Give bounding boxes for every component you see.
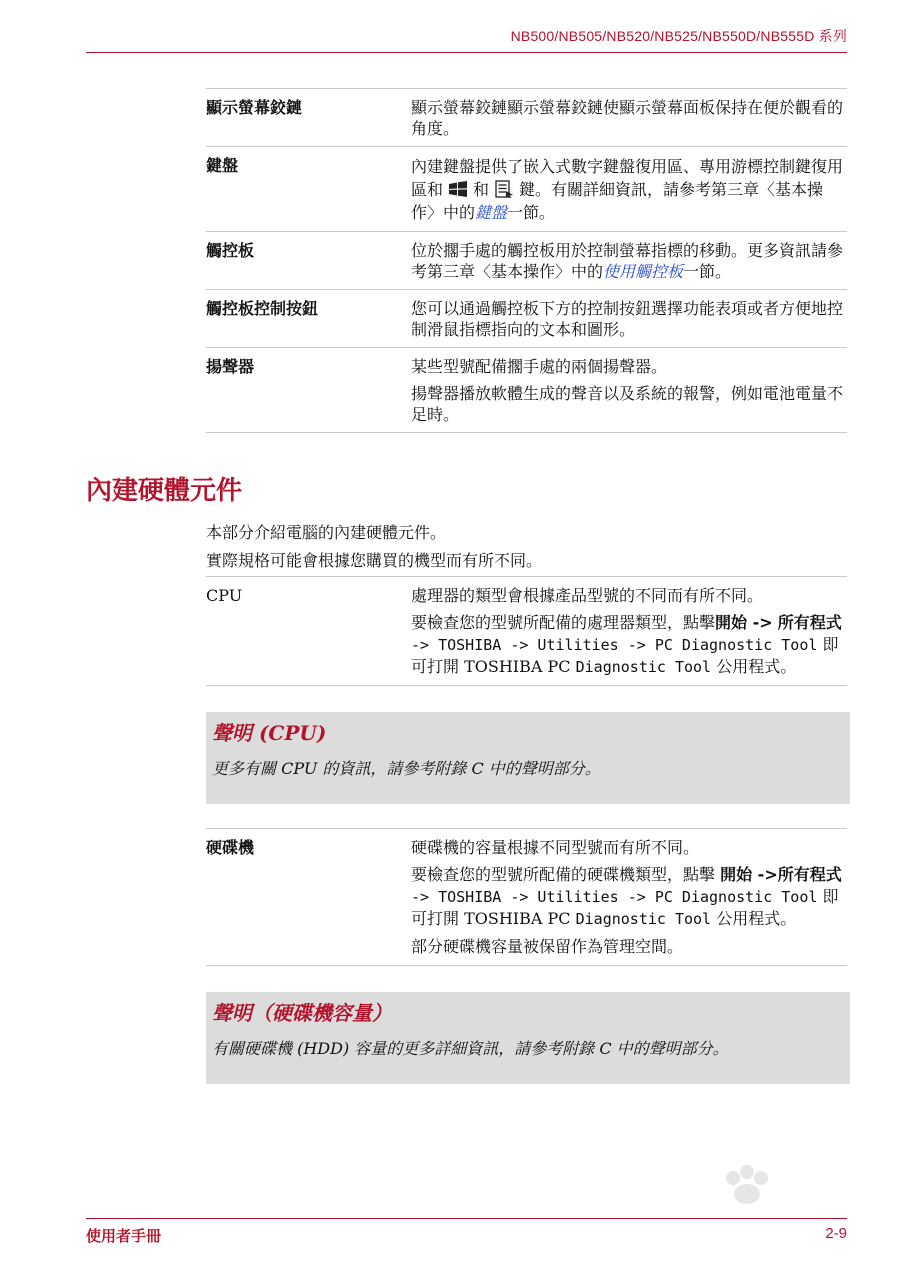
term-touchpad-buttons: 觸控板控制按鈕 bbox=[206, 299, 319, 318]
application-key-icon bbox=[493, 180, 515, 198]
note-cpu-title: 聲明 (CPU) bbox=[212, 721, 327, 745]
feature-table bbox=[206, 88, 847, 433]
windows-key-icon bbox=[447, 180, 469, 198]
table-row bbox=[206, 828, 847, 966]
section-intro-2: 實際規格可能會根據您購買的機型而有所不同。 bbox=[206, 551, 543, 570]
hdd-table bbox=[206, 828, 847, 966]
table-row bbox=[206, 289, 847, 347]
desc-hdd: 硬碟機的容量根據不同型號而有所不同。 要檢查您的型號所配備的硬碟機類型，點擊 開始 ->所有程式 -> TOSHIBA -> Utilities -> PC Diagnostic Tool 即可打開 TOSHIBA PC Diagnostic Tool 公用程式。 部分硬碟機容量被保留作為管理空間。 bbox=[411, 838, 842, 956]
footer-manual-title: 使用者手冊 bbox=[86, 1228, 162, 1245]
note-hdd-title: 聲明（硬碟機容量） bbox=[212, 1001, 392, 1025]
term-hdd: 硬碟機 bbox=[206, 838, 255, 857]
section-intro-1: 本部分介紹電腦的內建硬體元件。 bbox=[206, 523, 447, 542]
term-display-hinge: 顯示螢幕鉸鏈 bbox=[206, 98, 303, 117]
desc-touchpad-buttons: 您可以通過觸控板下方的控制按鈕選擇功能表項或者方便地控制滑鼠指標指向的文本和圖形。 bbox=[411, 299, 844, 339]
term-keyboard: 鍵盤 bbox=[206, 156, 239, 175]
note-cpu-body: 更多有關 CPU 的資訊，請參考附錄 C 中的聲明部分。 bbox=[212, 759, 601, 778]
term-touchpad: 觸控板 bbox=[206, 241, 255, 260]
desc-cpu: 處理器的類型會根據產品型號的不同而有所不同。 要檢查您的型號所配備的處理器類型，點擊開始 -> 所有程式 -> TOSHIBA -> Utilities -> PC Diagnostic Tool 即可打開 TOSHIBA PC Diagnostic Tool 公用程式。 bbox=[411, 586, 842, 676]
term-cpu: CPU bbox=[206, 586, 243, 605]
footer-page-number: 2-9 bbox=[825, 1225, 847, 1242]
table-row bbox=[206, 231, 847, 289]
link-use-touchpad[interactable]: 使用觸控板 bbox=[603, 262, 684, 281]
footer-rule bbox=[86, 1218, 847, 1219]
table-row bbox=[206, 347, 847, 433]
note-cpu bbox=[206, 712, 850, 804]
table-row bbox=[206, 576, 847, 686]
desc-display-hinge: 顯示螢幕鉸鏈顯示螢幕鉸鏈使顯示螢幕面板保持在便於觀看的角度。 bbox=[411, 98, 844, 138]
link-keyboard[interactable]: 鍵盤 bbox=[475, 203, 508, 222]
desc-speakers: 某些型號配備擱手處的兩個揚聲器。 揚聲器播放軟體生成的聲音以及系統的報警，例如電池電量不足時。 bbox=[411, 357, 844, 424]
note-hdd-body: 有關硬碟機 (HDD) 容量的更多詳細資訊，請參考附錄 C 中的聲明部分。 bbox=[212, 1039, 729, 1058]
page-header-title: NB500/NB505/NB520/NB525/NB550D/NB555D 系列 bbox=[510, 28, 847, 44]
desc-keyboard: 內建鍵盤提供了嵌入式數字鍵盤復用區、專用游標控制鍵復用區和 和 鍵。有關詳細資訊，請參考第三章〈基本操作〉中的鍵盤一節。 bbox=[411, 157, 844, 222]
header-rule bbox=[86, 52, 847, 53]
table-row bbox=[206, 88, 847, 146]
watermark-paw-icon bbox=[643, 1160, 843, 1240]
cpu-table bbox=[206, 576, 847, 686]
desc-touchpad: 位於擱手處的觸控板用於控制螢幕指標的移動。更多資訊請參考第三章〈基本操作〉中的使用觸控板一節。 bbox=[411, 241, 844, 281]
table-row bbox=[206, 146, 847, 231]
start-menu-path: 開始 -> bbox=[715, 613, 773, 632]
term-speakers: 揚聲器 bbox=[206, 357, 255, 376]
start-menu-path: 開始 -> bbox=[720, 865, 778, 884]
section-heading: 內建硬體元件 bbox=[86, 476, 243, 506]
note-hdd bbox=[206, 992, 850, 1084]
